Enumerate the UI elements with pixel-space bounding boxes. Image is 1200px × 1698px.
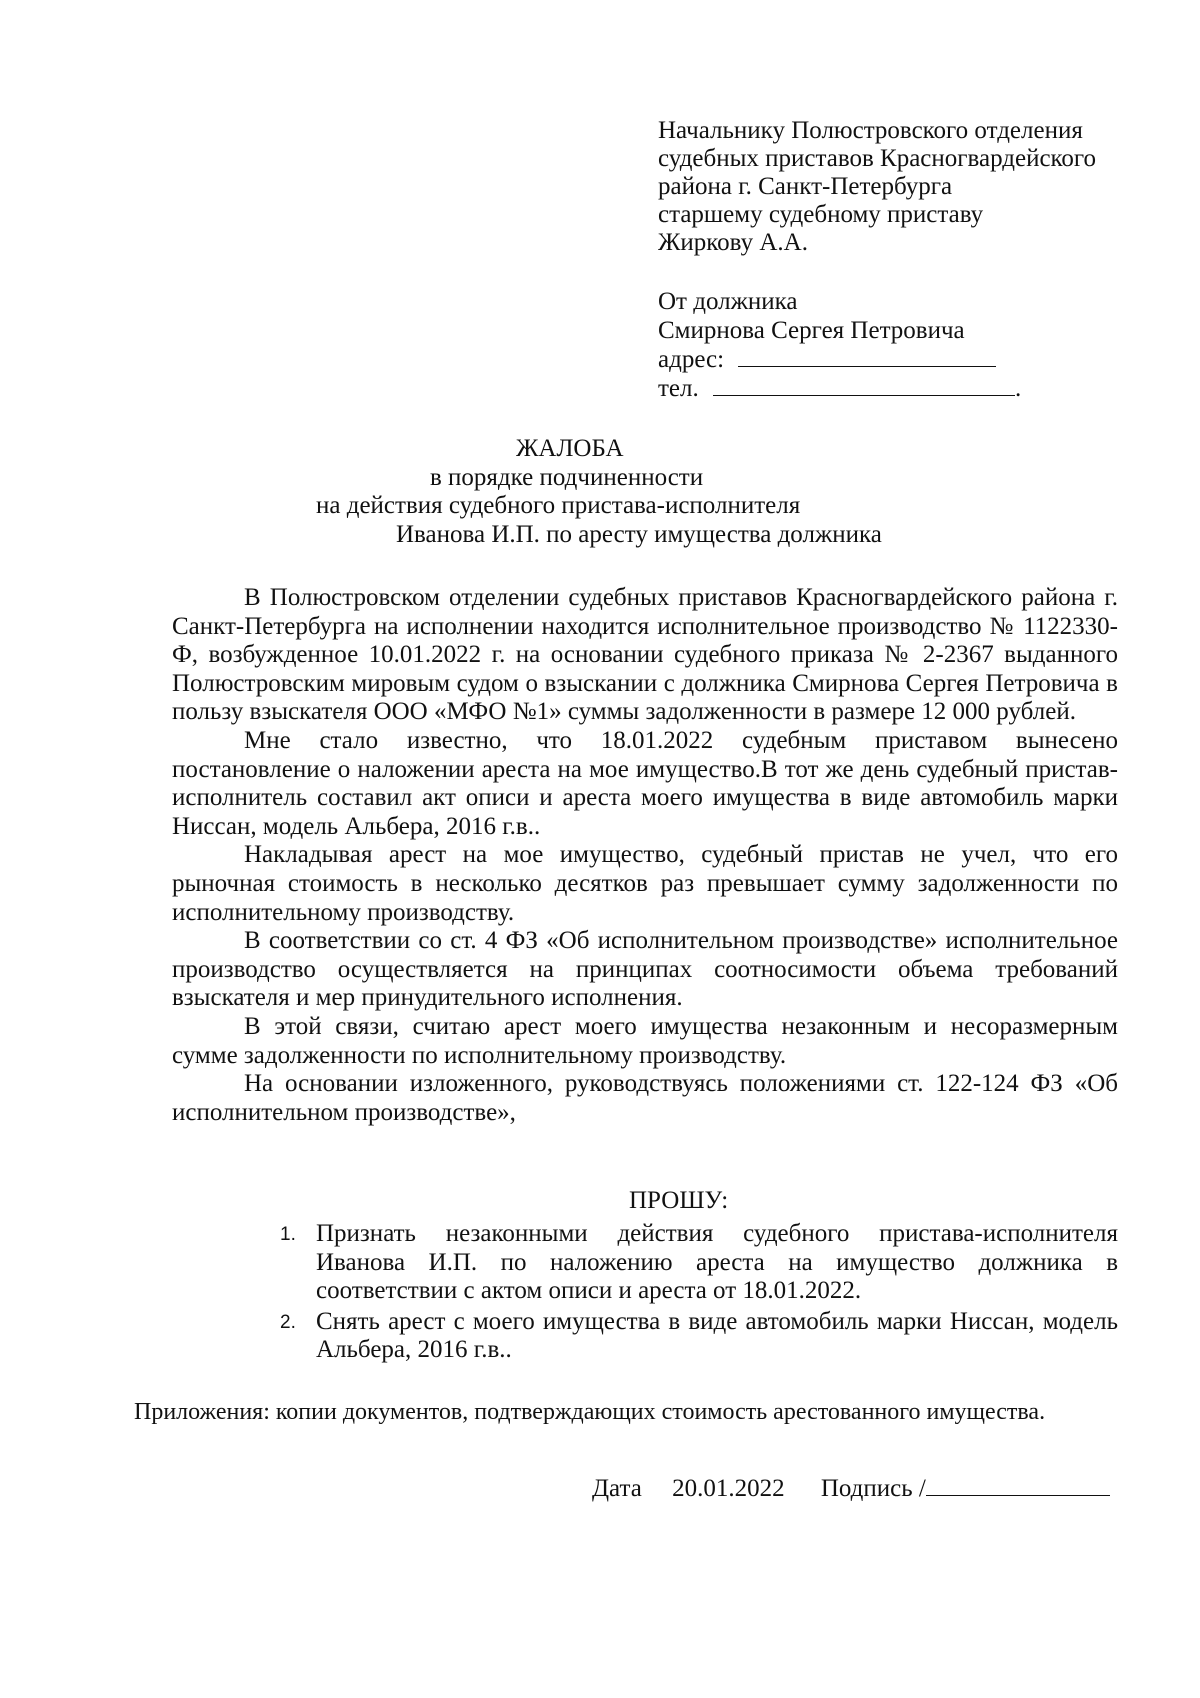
request-heading: ПРОШУ: [629,1187,729,1214]
body-paragraph: В соответствии со ст. 4 ФЗ «Об исполнительном производстве» исполнительное производство осуществляется на принципах соотносимости объема требований взыскателя и мер принудительного исполнения. [172,927,1118,1012]
title-line-2: на действия судебного пристава-исполнителя [316,492,801,519]
request-item-number: 1. [280,1224,296,1245]
phone-label: тел. [658,375,699,402]
sender-phone-line [658,375,1118,404]
sender-address-line [658,346,1118,375]
request-item-number: 2. [280,1311,296,1333]
date-label: Дата [592,1475,642,1502]
addressee-block [658,117,1118,257]
body-paragraph: На основании изложенного, руководствуясь положениями ст. 122-124 ФЗ «Об исполнительном производстве», [172,1070,1118,1126]
addressee-line: старшему судебному приставу [658,201,984,228]
request-item [280,1220,1118,1306]
body-paragraph: В Полюстровском отделении судебных приставов Красногвардейского района г. Санкт-Петербурга на исполнении находится исполнительное производство № 1122330-Ф, возбужденное 10.01.2022 г. на основании судебного приказа № 2-2367 выданного Полюстровским мировым судом о взыскании с должника Смирнова Сергея Петровича в пользу взыскателя ООО «МФО №1» суммы задолженности в размере 12 000 рублей. [172,584,1118,726]
signature-label: Подпись / [820,1475,926,1502]
request-item-text: Признать незаконными действия судебного пристава-исполнителя Иванова И.П. по наложению ареста на имущество должника в соответствии с актом описи и ареста от 18.01.2022. [316,1220,1118,1305]
title-main: ЖАЛОБА [516,435,624,462]
address-blank-line [738,346,996,367]
body-paragraph: Мне стало известно, что 18.01.2022 судебным приставом вынесено постановление о наложении ареста на мое имущество.В тот же день судебный пристав-исполнитель составил акт описи и ареста моего имущества в виде автомобиль марки Ниссан, модель Альбера, 2016 г.в.. [172,726,1118,840]
addressee-line: Начальнику Полюстровского отделения [658,117,1083,144]
sender-block [658,288,1118,404]
complaint-body [172,584,1118,1127]
title-line-1: в порядке подчиненности [430,464,704,491]
body-paragraph: Накладывая арест на мое имущество, судебный пристав не учел, что его рыночная стоимость в несколько десятков раз превышает сумму задолженности по исполнительному производству. [172,841,1118,926]
addressee-line: района г. Санкт-Петербурга [658,173,953,200]
signature-line [592,1475,1110,1503]
request-item [280,1308,1118,1365]
request-list [280,1220,1118,1367]
attachments-note: Приложения: копии документов, подтверждающих стоимость арестованного имущества. [134,1399,1046,1425]
sender-from-label: От должника [658,288,798,315]
body-paragraph: В этой связи, считаю арест моего имущества незаконным и несоразмерным сумме задолженности по исполнительному производству. [172,1012,1118,1069]
addressee-line: судебных приставов Красногвардейского [658,145,1097,172]
request-item-text: Снять арест с моего имущества в виде автомобиль марки Ниссан, модель Альбера, 2016 г.в.. [316,1307,1118,1364]
phone-blank-line [713,375,1015,396]
address-label: адрес: [658,346,725,373]
addressee-line: Жиркову А.А. [658,229,808,256]
title-line-3: Иванова И.П. по аресту имущества должника [396,521,882,548]
date-value: 20.01.2022 [672,1475,785,1502]
phone-end: . [1015,375,1022,402]
sender-name: Смирнова Сергея Петровича [658,317,965,344]
signature-blank-line [926,1475,1110,1496]
